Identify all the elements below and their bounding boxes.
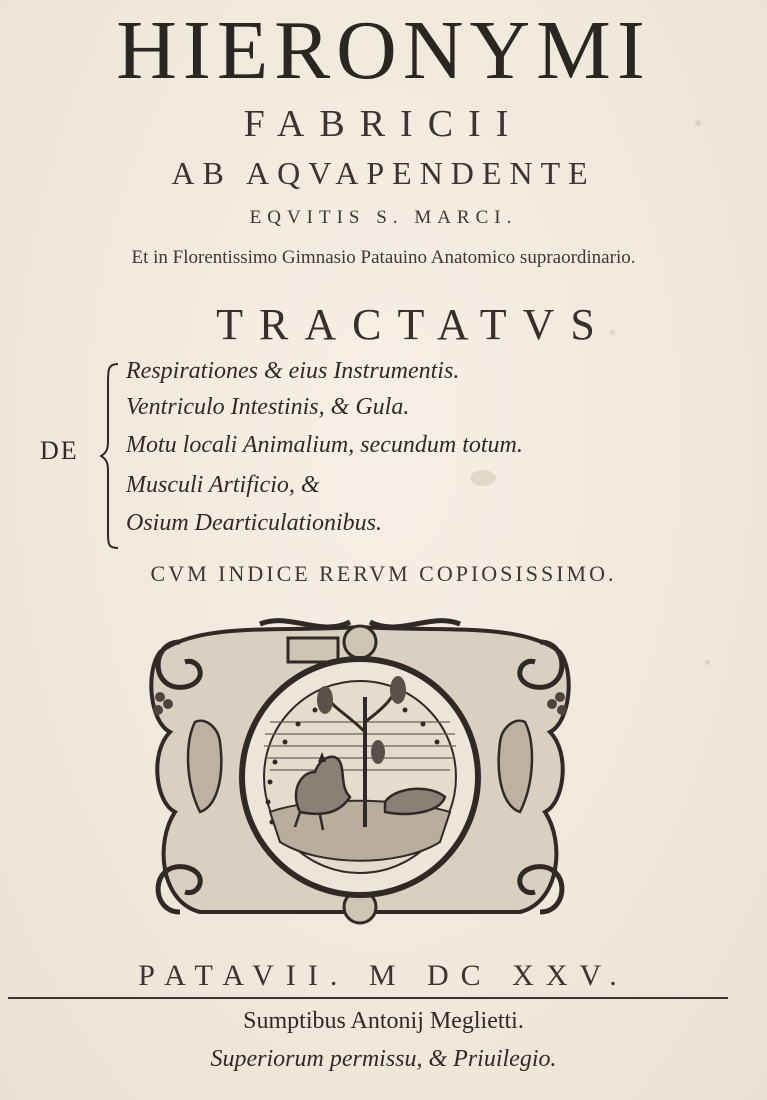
work-title: TRACTATVS xyxy=(216,300,611,349)
imprint-printer: Sumptibus Antonij Meglietti. xyxy=(243,1008,524,1034)
topic-item: Ventriculo Intestinis, & Gula. xyxy=(126,394,410,420)
author-position: Et in Florentissimo Gimnasio Patauino Anatomico supraordinario. xyxy=(131,247,636,268)
index-note: CVM INDICE RERVM COPIOSISSIMO. xyxy=(150,561,617,586)
topic-item: Osium Dearticulationibus. xyxy=(126,510,382,536)
topic-item: Respirationes & eius Instrumentis. xyxy=(126,358,460,384)
curly-brace-icon xyxy=(100,362,122,550)
imprint-place-date: PATAVII. M DC XXV. xyxy=(138,959,629,992)
topic-item: Musculi Artificio, & xyxy=(126,472,320,498)
author-family-name: FABRICII xyxy=(243,103,524,145)
author-origin: AB AQVAPENDENTE xyxy=(171,155,596,191)
topic-item: Motu locali Animalium, secundum totum. xyxy=(126,432,523,458)
imprint-privilege: Superiorum permissu, & Priuilegio. xyxy=(210,1046,557,1072)
imprint-rule xyxy=(8,997,728,999)
de-label: DE xyxy=(40,436,79,465)
foxing-spot xyxy=(705,660,710,665)
author-honor: EQVITIS S. MARCI. xyxy=(249,207,518,228)
printers-device-woodcut xyxy=(140,612,580,942)
author-name: HIERONYMI xyxy=(116,4,651,97)
topics-block xyxy=(0,356,767,556)
